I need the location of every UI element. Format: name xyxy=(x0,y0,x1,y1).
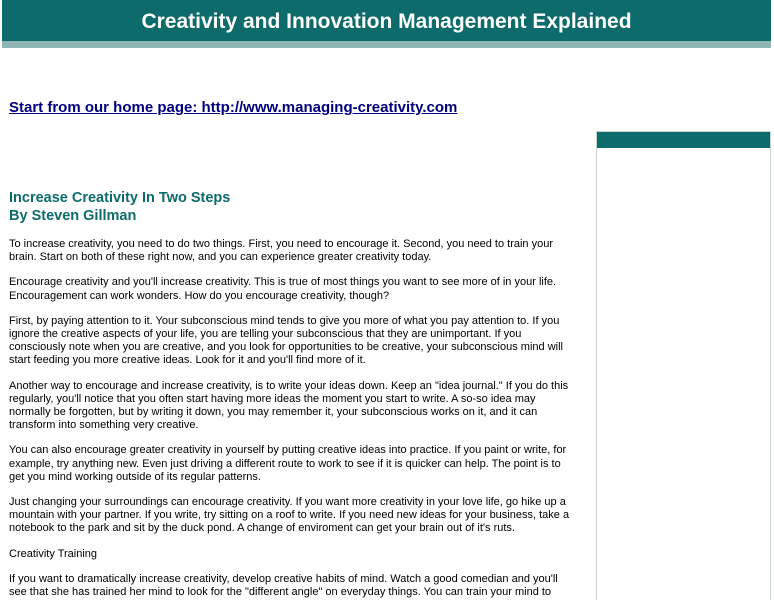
right-sidebar xyxy=(596,131,771,600)
section-heading: Creativity Training xyxy=(9,547,98,560)
article xyxy=(9,189,577,600)
article-title-text: Increase Creativity In Two Steps xyxy=(9,190,231,206)
article-paragraph: If you want to dramatically increase creativity, develop creative habits of mind. Watch a good comedian and you'll see that she has trained her mind to look for the "different angle" on everyday things. You can train your mind to xyxy=(9,572,558,599)
article-paragraph: You can also encourage greater creativity in yourself by putting creative ideas into practice. If you paint or write, for example, try anything new. Even just driving a different route to work to see if it is quicker can help. The point is to get you mind working outside of its regular patterns. xyxy=(9,444,567,483)
article-paragraph: Encourage creativity and you'll increase creativity. This is true of most things you want to see more of in your life. Encouragement can work wonders. How do you encourage creativity, though? xyxy=(9,276,557,302)
article-title xyxy=(9,189,577,225)
article-byline: By Steven Gillman xyxy=(9,208,137,224)
article-paragraph: Another way to encourage and increase creativity, is to write your ideas down. Keep an "idea journal." If you do this regularly, you'll notice that you often start having more ideas the moment you start to write. A so-so idea may normally be forgotten, but by writing it down, you may remember it, your subconscious works on it, and it can transform into something very creative. xyxy=(9,379,569,432)
article-paragraph: First, by paying attention to it. Your subconscious mind tends to give you more of what you pay attention to. If you ignore the creative aspects of your life, you are telling your subconscious that they are unimportant. If you consciously note when you are creative, and you look for opportunities to be creative, your subconscious mind will start feeding you more creative ideas. Look for it and you'll find more of it. xyxy=(9,314,563,367)
article-paragraph: Just changing your surroundings can encourage creativity. If you want more creativity in your love life, go hike up a mountain with your partner. If you write, try sitting on a roof to write. If you need new ideas for your business, take a notebook to the park and sit by the duck pond. A change of enviroment can get your brain out of it's ruts. xyxy=(9,496,570,535)
site-title: Creativity and Innovation Management Explained xyxy=(141,10,632,33)
article-body xyxy=(9,238,577,599)
header-divider xyxy=(2,41,771,48)
site-header xyxy=(2,0,771,48)
article-paragraph: To increase creativity, you need to do two things. First, you need to encourage it. Second, you need to train your brain. Start on both of these right now, and you can experience greater creativity today. xyxy=(9,238,554,264)
home-page-link[interactable]: Start from our home page: http://www.managing-creativity.com xyxy=(9,99,458,116)
sidebar-header-bar xyxy=(597,132,770,148)
